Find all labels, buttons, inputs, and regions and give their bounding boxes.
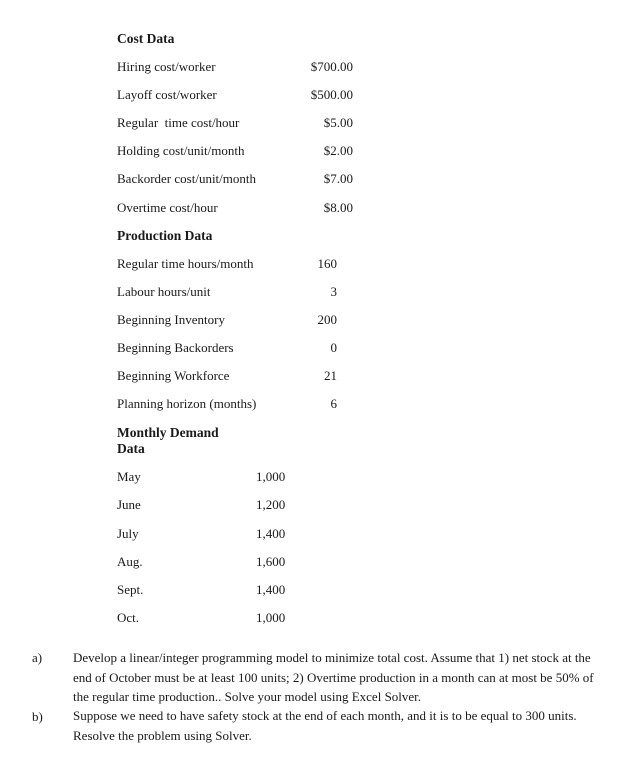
demand-month: Oct. bbox=[117, 610, 140, 625]
demand-data-heading-line2: Data bbox=[117, 441, 145, 456]
production-row-label: Beginning Workforce bbox=[117, 368, 230, 383]
demand-value: 1,000 bbox=[256, 469, 286, 484]
demand-month: June bbox=[117, 497, 141, 512]
demand-value: 1,400 bbox=[256, 526, 286, 541]
production-row-value: 200 bbox=[317, 312, 337, 327]
question-b-text: Suppose we need to have safety stock at the end of each month, and it is to be equal to 300 units. Resolve the problem using Solver. bbox=[73, 708, 577, 743]
demand-month: Sept. bbox=[117, 582, 144, 597]
production-row-label: Beginning Backorders bbox=[117, 340, 234, 355]
production-row-value: 160 bbox=[317, 256, 337, 271]
demand-month: May bbox=[117, 469, 141, 484]
cost-row-value: $500.00 bbox=[310, 87, 353, 102]
production-row-label: Regular time hours/month bbox=[117, 256, 254, 271]
cost-data-heading: Cost Data bbox=[117, 31, 175, 46]
question-a-letter: a) bbox=[32, 650, 43, 665]
demand-month: Aug. bbox=[117, 554, 143, 569]
production-row-value: 3 bbox=[330, 284, 337, 299]
cost-row-label: Holding cost/unit/month bbox=[117, 143, 245, 158]
production-row-label: Planning horizon (months) bbox=[117, 396, 257, 411]
question-a-text: Develop a linear/integer programming model to minimize total cost. Assume that 1) net stock at the end of October must be at least 100 units; 2) Overtime production in a month can at most be 50% of the regular time production.. Solve your model using Excel Solver. bbox=[73, 650, 594, 704]
demand-value: 1,400 bbox=[256, 582, 286, 597]
production-row-value: 6 bbox=[330, 396, 337, 411]
production-row-label: Beginning Inventory bbox=[117, 312, 225, 327]
question-b-letter: b) bbox=[32, 709, 43, 724]
cost-row-value: $7.00 bbox=[323, 171, 353, 186]
production-row-value: 0 bbox=[330, 340, 337, 355]
cost-row-value: $700.00 bbox=[310, 59, 353, 74]
demand-value: 1,200 bbox=[256, 497, 286, 512]
production-row-label: Labour hours/unit bbox=[117, 284, 211, 299]
cost-row-label: Hiring cost/worker bbox=[117, 59, 216, 74]
cost-row-value: $8.00 bbox=[323, 200, 353, 215]
demand-value: 1,000 bbox=[256, 610, 286, 625]
production-row-value: 21 bbox=[324, 368, 337, 383]
demand-month: July bbox=[117, 526, 139, 541]
cost-row-label: Layoff cost/worker bbox=[117, 87, 217, 102]
cost-row-label: Regular time cost/hour bbox=[117, 115, 240, 130]
demand-value: 1,600 bbox=[256, 554, 286, 569]
demand-data-heading: Monthly Demand bbox=[117, 425, 219, 440]
cost-row-label: Backorder cost/unit/month bbox=[117, 171, 257, 186]
cost-row-value: $5.00 bbox=[323, 115, 353, 130]
production-data-heading: Production Data bbox=[117, 228, 213, 243]
cost-row-label: Overtime cost/hour bbox=[117, 200, 218, 215]
cost-row-value: $2.00 bbox=[323, 143, 353, 158]
